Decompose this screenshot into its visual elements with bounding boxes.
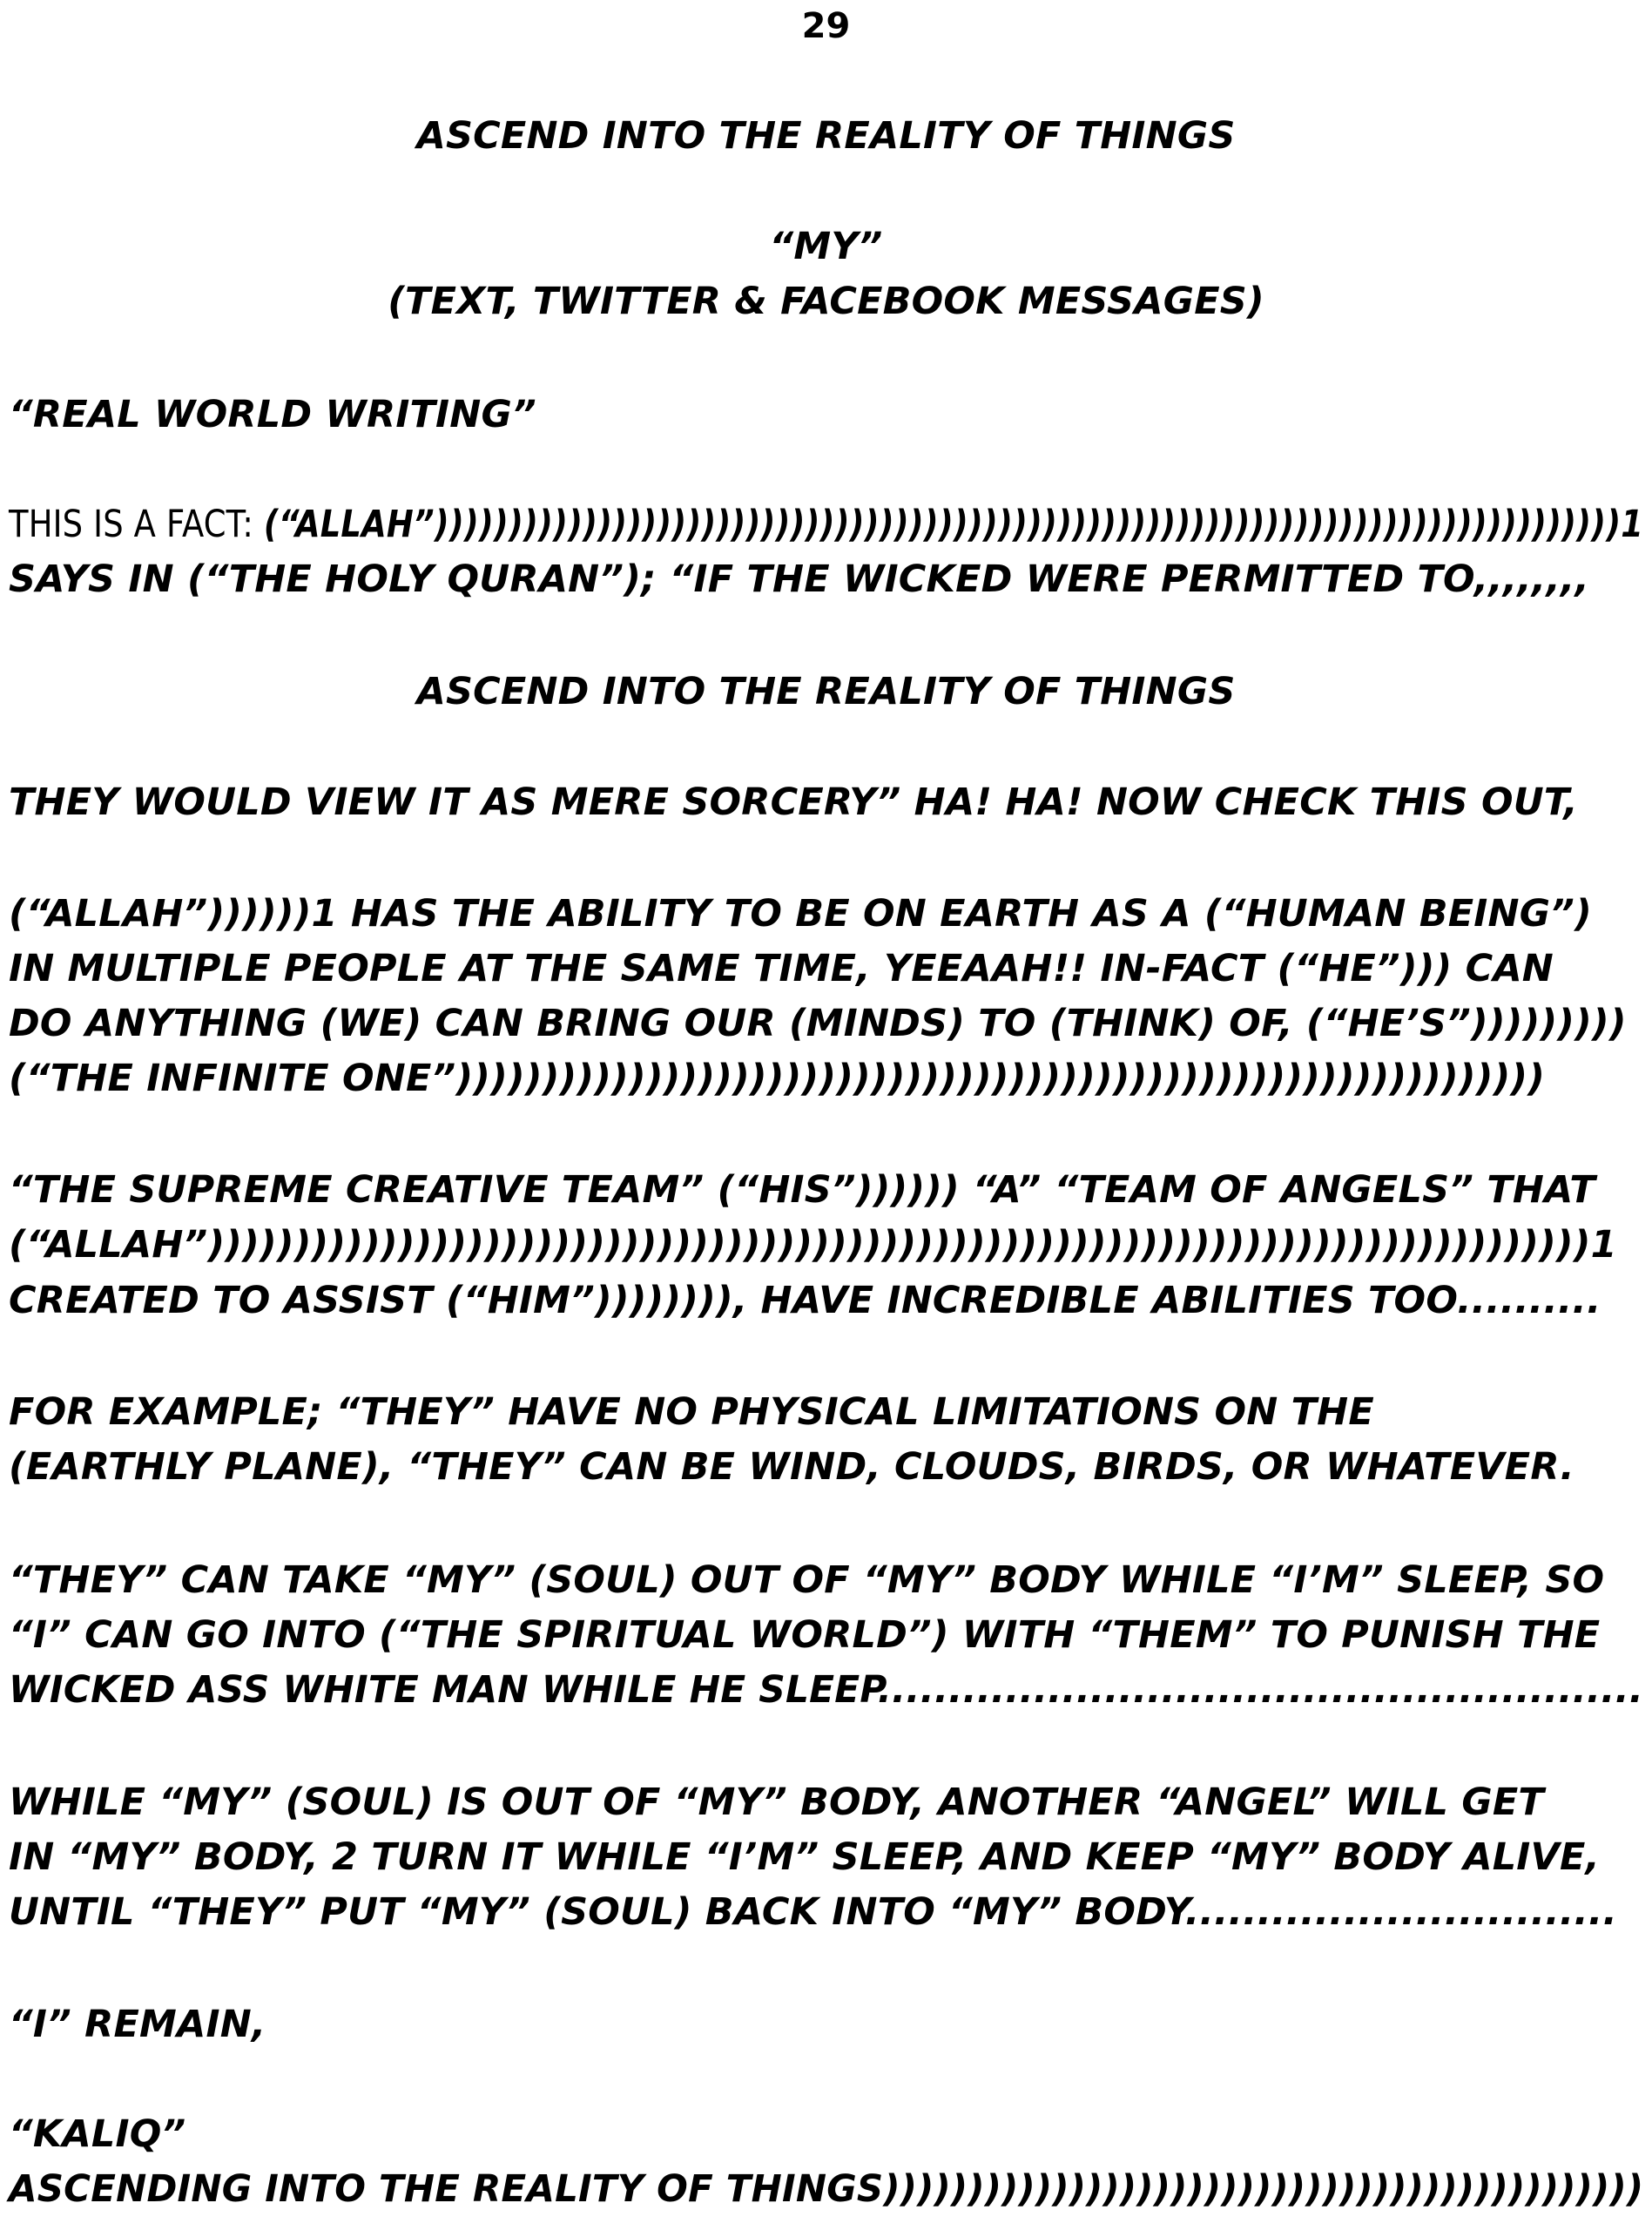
signature-tagline: ASCENDING INTO THE REALITY OF THINGS))))))))))))))))))))))))))))))))))))))))))))) xyxy=(9,2167,1644,2211)
angel-paragraph-line-1: WHILE “MY” (SOUL) IS OUT OF “MY” BODY, ANOTHER “ANGEL” WILL GET xyxy=(9,1781,1544,1824)
team-paragraph-line-2: (“ALLAH”))))))))))))))))))))))))))))))))))))))))))))))))))))))))))))))))))))))))))))))))1 xyxy=(9,1223,1617,1267)
allah-paragraph-line-3: DO ANYTHING (WE) CAN BRING OUR (MINDS) TO (THINK) OF, (“HE’S”))))))))) xyxy=(9,1002,1627,1045)
example-paragraph-line-1: FOR EXAMPLE; “THEY” HAVE NO PHYSICAL LIMITATIONS ON THE xyxy=(9,1390,1374,1434)
team-paragraph-line-1: “THE SUPREME CREATIVE TEAM” (“HIS”)))))) “A” “TEAM OF ANGELS” THAT xyxy=(9,1168,1595,1212)
team-paragraph-line-3: CREATED TO ASSIST (“HIM”)))))))), HAVE INCREDIBLE ABILITIES TOO.......... xyxy=(9,1279,1601,1322)
fact-paragraph-line-1 xyxy=(9,498,1643,551)
allah-paragraph-line-1: (“ALLAH”))))))1 HAS THE ABILITY TO BE ON EARTH AS A (“HUMAN BEING”) xyxy=(9,892,1592,936)
soul-paragraph-line-3: WICKED ASS WHITE MAN WHILE HE SLEEP...................................................... xyxy=(9,1668,1644,1712)
angel-paragraph-line-2: IN “MY” BODY, 2 TURN IT WHILE “I’M” SLEEP, AND KEEP “MY” BODY ALIVE, xyxy=(9,1835,1601,1879)
repeated-heading: ASCEND INTO THE REALITY OF THINGS xyxy=(416,670,1236,713)
example-paragraph-line-2: (EARTHLY PLANE), “THEY” CAN BE WIND, CLOUDS, BIRDS, OR WHATEVER. xyxy=(9,1445,1574,1489)
fact-prefix: THIS IS A FACT: xyxy=(9,503,264,546)
fact-text: (“ALLAH”))))))))))))))))))))))))))))))))))))))))))))))))))))))))))))))))))))))))))))))))1 xyxy=(263,503,1644,546)
sorcery-line: THEY WOULD VIEW IT AS MERE SORCERY” HA! HA! NOW CHECK THIS OUT, xyxy=(9,780,1578,824)
signature-name: “KALIQ” xyxy=(9,2112,186,2156)
soul-paragraph-line-1: “THEY” CAN TAKE “MY” (SOUL) OUT OF “MY” BODY WHILE “I’M” SLEEP, SO xyxy=(9,1558,1605,1602)
closing-remain: “I” REMAIN, xyxy=(9,2003,266,2046)
page-number: 29 xyxy=(801,6,851,46)
allah-paragraph-line-2: IN MULTIPLE PEOPLE AT THE SAME TIME, YEEAAH!! IN-FACT (“HE”))) CAN xyxy=(9,947,1554,990)
angel-paragraph-line-3: UNTIL “THEY” PUT “MY” (SOUL) BACK INTO “MY” BODY.............................. xyxy=(9,1890,1617,1934)
page-heading: ASCEND INTO THE REALITY OF THINGS xyxy=(416,114,1236,158)
allah-paragraph-line-4: (“THE INFINITE ONE”))))))))))))))))))))))))))))))))))))))))))))))))))))))))))))))) xyxy=(9,1057,1546,1100)
soul-paragraph-line-2: “I” CAN GO INTO (“THE SPIRITUAL WORLD”) WITH “THEM” TO PUNISH THE xyxy=(9,1613,1601,1657)
fact-paragraph-line-2: SAYS IN (“THE HOLY QURAN”); “IF THE WICKED WERE PERMITTED TO,,,,,,,, xyxy=(9,558,1590,601)
subheading-messages: (TEXT, TWITTER & FACEBOOK MESSAGES) xyxy=(388,280,1264,323)
subheading-my: “MY” xyxy=(769,225,883,268)
section-label: “REAL WORLD WRITING” xyxy=(9,393,536,436)
